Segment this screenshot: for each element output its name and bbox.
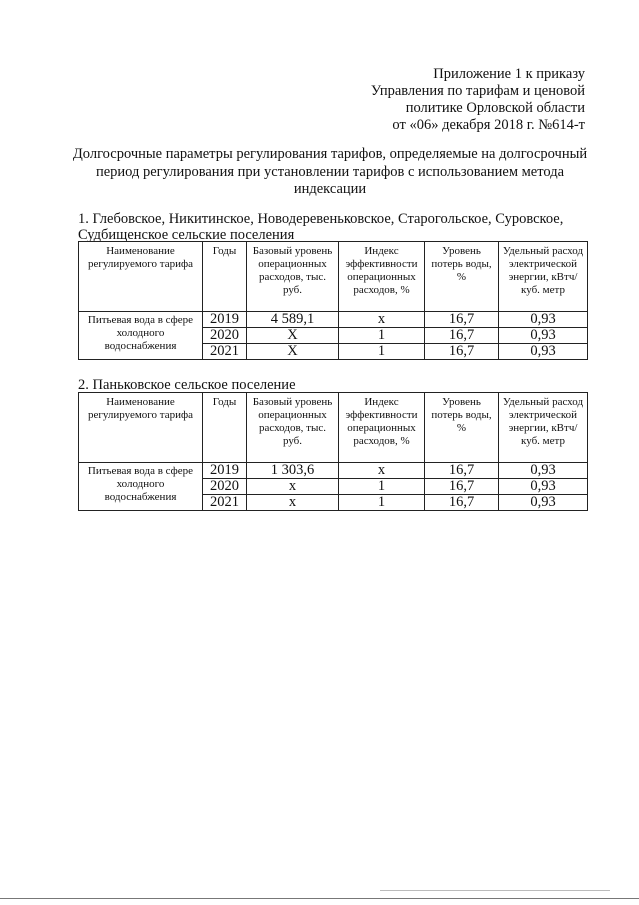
section-2-title xyxy=(78,377,296,393)
section-1-title xyxy=(78,211,563,243)
water-loss-cell: 16,7 xyxy=(425,463,499,479)
efficiency-index-cell: 1 xyxy=(339,495,425,511)
water-loss-cell: 16,7 xyxy=(425,344,499,360)
tariff-name-cell: Питьевая вода в сфере холодного водоснабжения xyxy=(79,312,203,360)
col-header-tariff: Наименование регулируемого тарифа xyxy=(79,393,203,463)
efficiency-index-cell: 1 xyxy=(339,344,425,360)
title-line-2: период регулирования при установлении тарифов с использованием метода xyxy=(95,163,565,180)
year-cell: 2020 xyxy=(203,479,247,495)
scan-artifact-line xyxy=(380,890,610,891)
table-header-row xyxy=(79,393,588,463)
col-header-water-loss: Уровень потерь воды, % xyxy=(425,242,499,312)
energy-use-cell: 0,93 xyxy=(499,328,588,344)
col-header-years: Годы xyxy=(203,393,247,463)
water-loss-cell: 16,7 xyxy=(425,479,499,495)
efficiency-index-cell: х xyxy=(339,312,425,328)
year-cell: 2019 xyxy=(203,312,247,328)
base-level-cell: Х xyxy=(247,344,339,360)
col-header-efficiency-index: Индекс эффективности операционных расходов, % xyxy=(339,242,425,312)
section-1-title-line-1: 1. Глебовское, Никитинское, Новодеревеньковское, Старогольское, Суровское, xyxy=(78,211,564,227)
year-cell: 2020 xyxy=(203,328,247,344)
energy-use-cell: 0,93 xyxy=(499,463,588,479)
water-loss-cell: 16,7 xyxy=(425,495,499,511)
table-header-row xyxy=(79,242,588,312)
energy-use-cell: 0,93 xyxy=(499,495,588,511)
page-bottom-edge xyxy=(0,898,639,899)
section-2-title-text: 2. Паньковское сельское поселение xyxy=(78,377,296,393)
header-line-3: политике Орловской области xyxy=(405,100,585,116)
year-cell: 2021 xyxy=(203,344,247,360)
col-header-base-level: Базовый уровень операционных расходов, тыс. руб. xyxy=(247,242,339,312)
energy-use-cell: 0,93 xyxy=(499,479,588,495)
base-level-cell: Х xyxy=(247,328,339,344)
col-header-water-loss: Уровень потерь воды, % xyxy=(425,393,499,463)
section-1-table xyxy=(78,241,588,360)
energy-use-cell: 0,93 xyxy=(499,344,588,360)
col-header-tariff: Наименование регулируемого тарифа xyxy=(79,242,203,312)
table-row xyxy=(79,463,588,479)
efficiency-index-cell: 1 xyxy=(339,479,425,495)
year-cell: 2021 xyxy=(203,495,247,511)
col-header-energy-use: Удельный расход электрической энергии, кВтч/куб. метр xyxy=(499,242,588,312)
base-level-cell: х xyxy=(247,495,339,511)
document-title xyxy=(70,146,590,199)
title-line-3: индексации xyxy=(293,181,367,197)
col-header-base-level: Базовый уровень операционных расходов, тыс. руб. xyxy=(247,393,339,463)
water-loss-cell: 16,7 xyxy=(425,312,499,328)
base-level-cell: 1 303,6 xyxy=(247,463,339,479)
energy-use-cell: 0,93 xyxy=(499,312,588,328)
efficiency-index-cell: 1 xyxy=(339,328,425,344)
efficiency-index-cell: х xyxy=(339,463,425,479)
header-line-1: Приложение 1 к приказу xyxy=(433,66,585,82)
year-cell: 2019 xyxy=(203,463,247,479)
header-line-4: от «06» декабря 2018 г. №614-т xyxy=(392,117,585,133)
appendix-header xyxy=(325,66,585,134)
title-line-1: Долгосрочные параметры регулирования тарифов, определяемые на долгосрочный xyxy=(72,146,588,162)
section-2-table xyxy=(78,392,588,511)
col-header-energy-use: Удельный расход электрической энергии, кВтч/куб. метр xyxy=(499,393,588,463)
col-header-efficiency-index: Индекс эффективности операционных расходов, % xyxy=(339,393,425,463)
col-header-years: Годы xyxy=(203,242,247,312)
header-line-2: Управления по тарифам и ценовой xyxy=(370,83,585,99)
table-row xyxy=(79,312,588,328)
section-1-title-line-2: Судбищенское сельские поселения xyxy=(78,227,295,243)
tariff-name-cell: Питьевая вода в сфере холодного водоснабжения xyxy=(79,463,203,511)
water-loss-cell: 16,7 xyxy=(425,328,499,344)
base-level-cell: 4 589,1 xyxy=(247,312,339,328)
base-level-cell: х xyxy=(247,479,339,495)
